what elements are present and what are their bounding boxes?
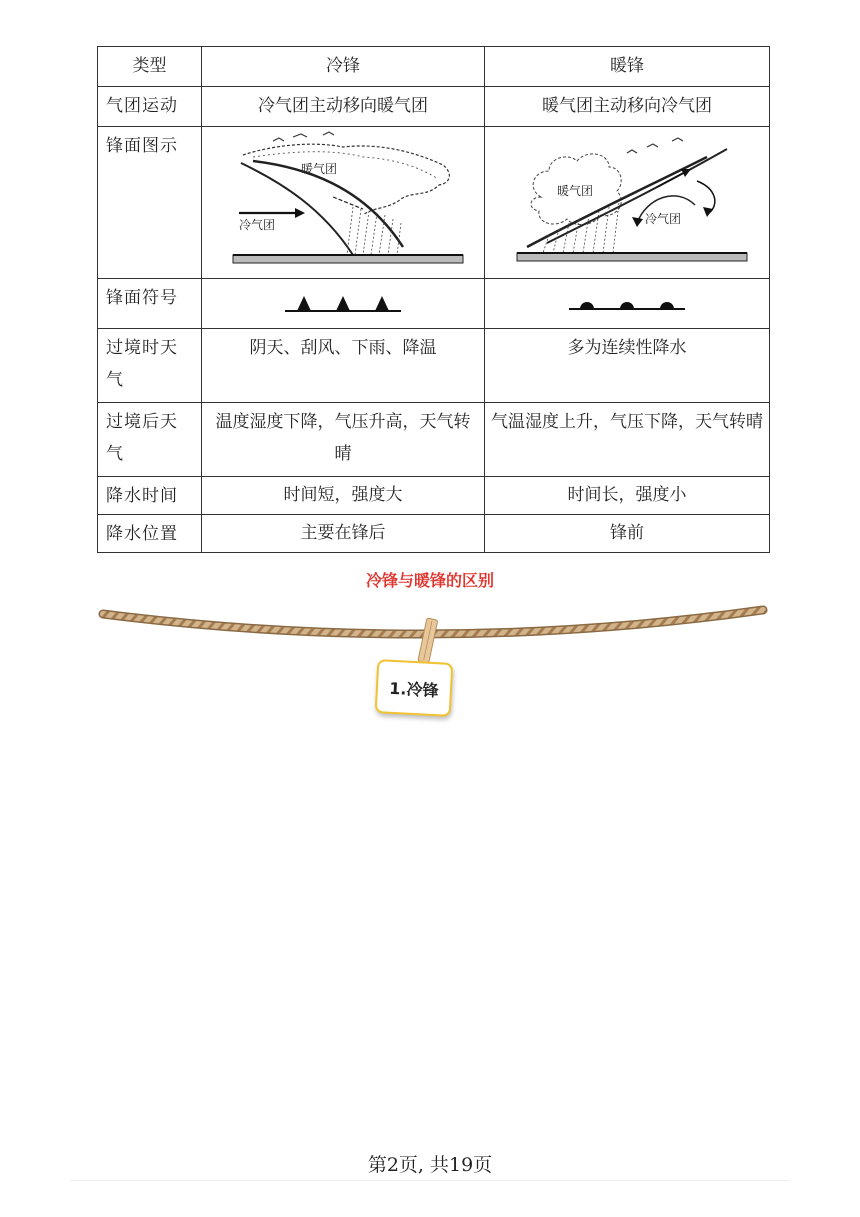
row-label-symbol: 锋面符号 — [98, 279, 202, 329]
table-row-motion — [98, 87, 770, 127]
table-row-precip-pos — [98, 515, 770, 553]
warm-after: 气温湿度上升，气压下降，天气转晴 — [485, 403, 770, 477]
table-row-after — [98, 403, 770, 477]
cold-front-symbol-cell — [202, 279, 485, 329]
warm-front-diagram — [497, 127, 757, 267]
cold-air-arrow — [239, 208, 305, 218]
cold-front-symbol — [283, 293, 403, 313]
cold-motion: 冷气团主动移向暖气团 — [202, 87, 485, 127]
row-label-during: 过境时天气 — [98, 329, 202, 403]
cold-diagram-warm-air-label: 暖气团 — [301, 162, 338, 176]
cold-precip-time: 时间短，强度大 — [202, 477, 485, 515]
front-comparison-table — [97, 46, 770, 553]
ground-hatch — [233, 255, 463, 263]
row-label-motion: 气团运动 — [98, 87, 202, 127]
row-label-after: 过境后天气 — [98, 403, 202, 477]
header-type: 类型 — [98, 47, 202, 87]
cold-diagram-cold-air-label: 冷气团 — [239, 218, 276, 232]
table-row-during — [98, 329, 770, 403]
warm-front-symbol — [567, 293, 687, 313]
warm-precip-pos: 锋前 — [485, 515, 770, 553]
footer-divider — [70, 1180, 790, 1181]
warm-precip-time: 时间长，强度小 — [485, 477, 770, 515]
row-label-diagram: 锋面图示 — [98, 127, 202, 279]
warm-front-diagram-cell — [485, 127, 770, 279]
cold-after: 温度湿度下降，气压升高，天气转晴 — [202, 403, 485, 477]
warm-front-symbol-cell — [485, 279, 770, 329]
header-cold-front: 冷锋 — [202, 47, 485, 87]
table-row-precip-time — [98, 477, 770, 515]
cold-precip-pos: 主要在锋后 — [202, 515, 485, 553]
warm-diagram-cold-air-label: 冷气团 — [645, 212, 682, 226]
cold-during: 阴天、刮风、下雨、降温 — [202, 329, 485, 403]
warm-motion: 暖气团主动移向冷气团 — [485, 87, 770, 127]
table-row-symbol — [98, 279, 770, 329]
table-caption: 冷锋与暖锋的区别 — [365, 571, 494, 590]
header-warm-front: 暖锋 — [485, 47, 770, 87]
table-header-row — [98, 47, 770, 87]
section-tag: 1.冷锋 — [375, 659, 454, 717]
warm-diagram-warm-air-label: 暖气团 — [557, 184, 594, 198]
table-row-diagram — [98, 127, 770, 279]
clothespin-icon — [418, 618, 438, 663]
row-label-precip-pos: 降水位置 — [98, 515, 202, 553]
rope-decoration — [95, 600, 775, 670]
ground-hatch — [517, 253, 747, 261]
row-label-precip-time: 降水时间 — [98, 477, 202, 515]
cold-front-diagram — [213, 127, 473, 267]
page-footer: 第2页, 共19页 — [367, 1154, 493, 1176]
cold-front-diagram-cell — [202, 127, 485, 279]
warm-during: 多为连续性降水 — [485, 329, 770, 403]
